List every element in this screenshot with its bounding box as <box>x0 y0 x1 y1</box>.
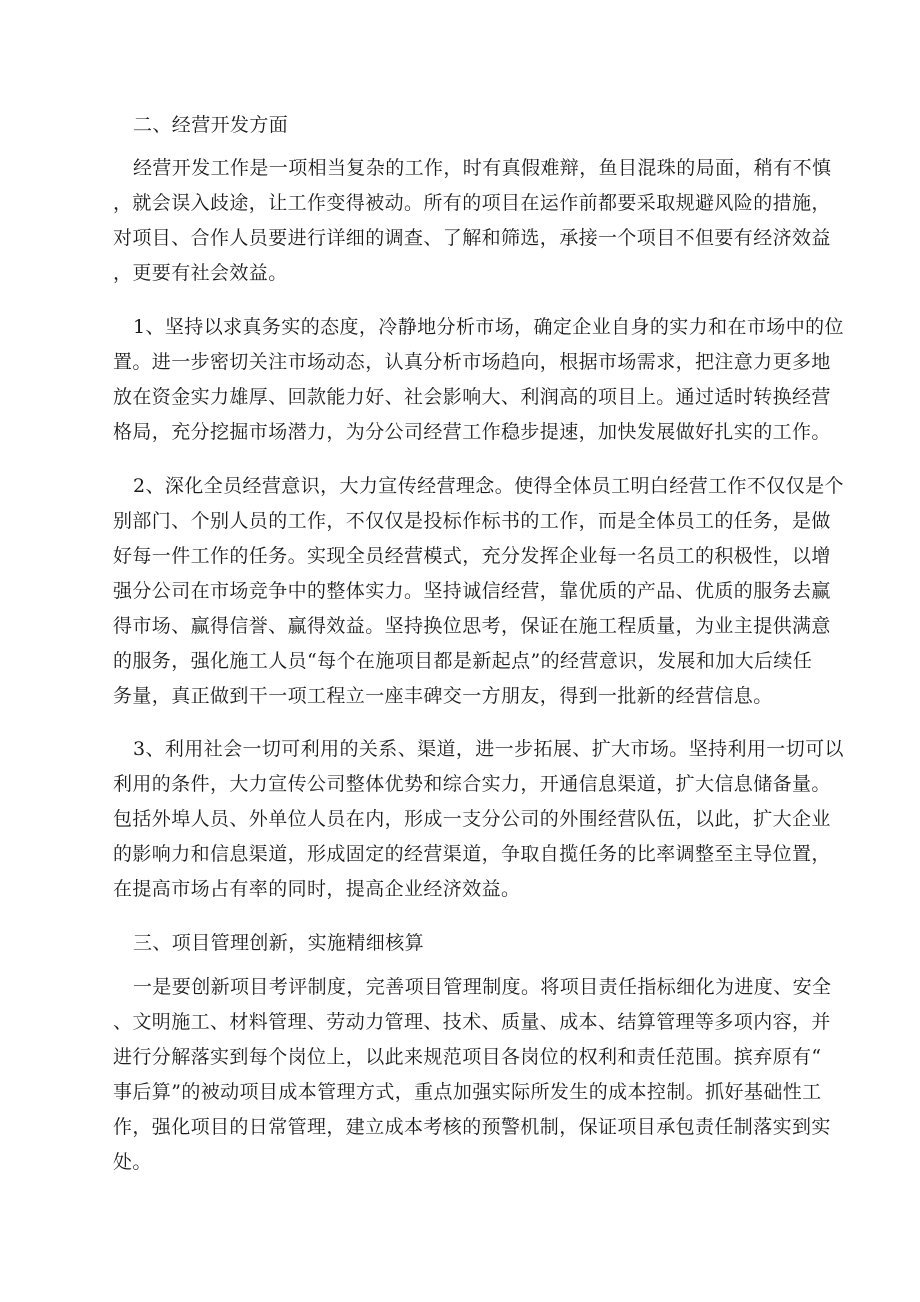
paragraph-line: 包括外埠人员、外单位人员在内，形成一支分公司的外围经营队伍，以此，扩大企业 <box>113 808 831 830</box>
section-heading-2 <box>113 108 813 143</box>
paragraph-line: 事后算”的被动项目成本管理方式，重点加强实际所发生的成本控制。抓好基础性工 <box>113 1081 822 1103</box>
heading-text: 三、项目管理创新，实施精细核算 <box>133 932 425 954</box>
paragraph-line: 强分公司在市场竞争中的整体实力。坚持诚信经营，靠优质的产品、优质的服务去赢 <box>113 580 831 602</box>
paragraph-line: 别部门、个别人员的工作，不仅仅是投标作标书的工作，而是全体员工的任务，是做 <box>113 510 831 532</box>
paragraph-line: 的影响力和信息渠道，形成固定的经营渠道，争取自揽任务的比率调整至主导位置， <box>113 843 831 865</box>
paragraph-line: 进行分解落实到每个岗位上，以此来规范项目各岗位的权利和责任范围。摈弃原有“ <box>113 1046 822 1068</box>
paragraph-line: 务量，真正做到干一项工程立一座丰碑交一方朋友，得到一批新的经营信息。 <box>113 685 773 707</box>
paragraph-line: 作，强化项目的日常管理，建立成本考核的预警机制，保证项目承包责任制落实到实 <box>113 1116 831 1138</box>
paragraph-line: 放在资金实力雄厚、回款能力好、社会影响大、利润高的项目上。通过适时转换经营 <box>113 386 831 408</box>
paragraph-line: 对项目、合作人员要进行详细的调查、了解和筛选，承接一个项目不但要有经济效益 <box>113 227 831 249</box>
paragraph-line: 在提高市场占有率的同时，提高企业经济效益。 <box>113 878 521 900</box>
paragraph-4 <box>113 732 844 907</box>
paragraph-line: 3、利用社会一切可利用的关系、渠道，进一步拓展、扩大市场。坚持利用一切可以 <box>133 738 844 760</box>
heading-text: 二、经营开发方面 <box>133 114 289 136</box>
paragraph-line: 经营开发工作是一项相当复杂的工作，时有真假难辩，鱼目混珠的局面，稍有不慎 <box>133 157 832 179</box>
section-heading-3 <box>113 926 813 961</box>
paragraph-line: 的服务，强化施工人员“每个在施项目都是新起点”的经营意识，发展和加大后续任 <box>113 650 813 672</box>
paragraph-1 <box>113 151 832 291</box>
paragraph-3 <box>113 469 844 714</box>
paragraph-line: 2、深化全员经营意识，大力宣传经营理念。使得全体员工明白经营工作不仅仅是个 <box>133 475 844 497</box>
paragraph-line: 利用的条件，大力宣传公司整体优势和综合实力，开通信息渠道，扩大信息储备量。 <box>113 773 831 795</box>
paragraph-5 <box>113 970 832 1180</box>
paragraph-line: ，就会误入歧途，让工作变得被动。所有的项目在运作前都要采取规避风险的措施， <box>113 192 831 214</box>
paragraph-line: 得市场、赢得信誉、赢得效益。坚持换位思考，保证在施工程质量，为业主提供满意 <box>113 615 831 637</box>
paragraph-line: 、文明施工、材料管理、劳动力管理、技术、质量、成本、结算管理等多项内容，并 <box>113 1011 831 1033</box>
paragraph-2 <box>113 310 844 450</box>
paragraph-line: 置。进一步密切关注市场动态，认真分析市场趋向，根据市场需求，把注意力更多地 <box>113 351 831 373</box>
paragraph-line: 格局，充分挖掘市场潜力，为分公司经营工作稳步提速，加快发展做好扎实的工作。 <box>113 421 831 443</box>
paragraph-line: 好每一件工作的任务。实现全员经营模式，充分发挥企业每一名员工的积极性，以增 <box>113 545 831 567</box>
paragraph-line: 一是要创新项目考评制度，完善项目管理制度。将项目责任指标细化为进度、安全 <box>133 976 832 998</box>
paragraph-line: ，更要有社会效益。 <box>113 262 288 284</box>
paragraph-line: 1、坚持以求真务实的态度，冷静地分析市场，确定企业自身的实力和在市场中的位 <box>133 316 844 338</box>
paragraph-line: 处。 <box>113 1151 152 1173</box>
